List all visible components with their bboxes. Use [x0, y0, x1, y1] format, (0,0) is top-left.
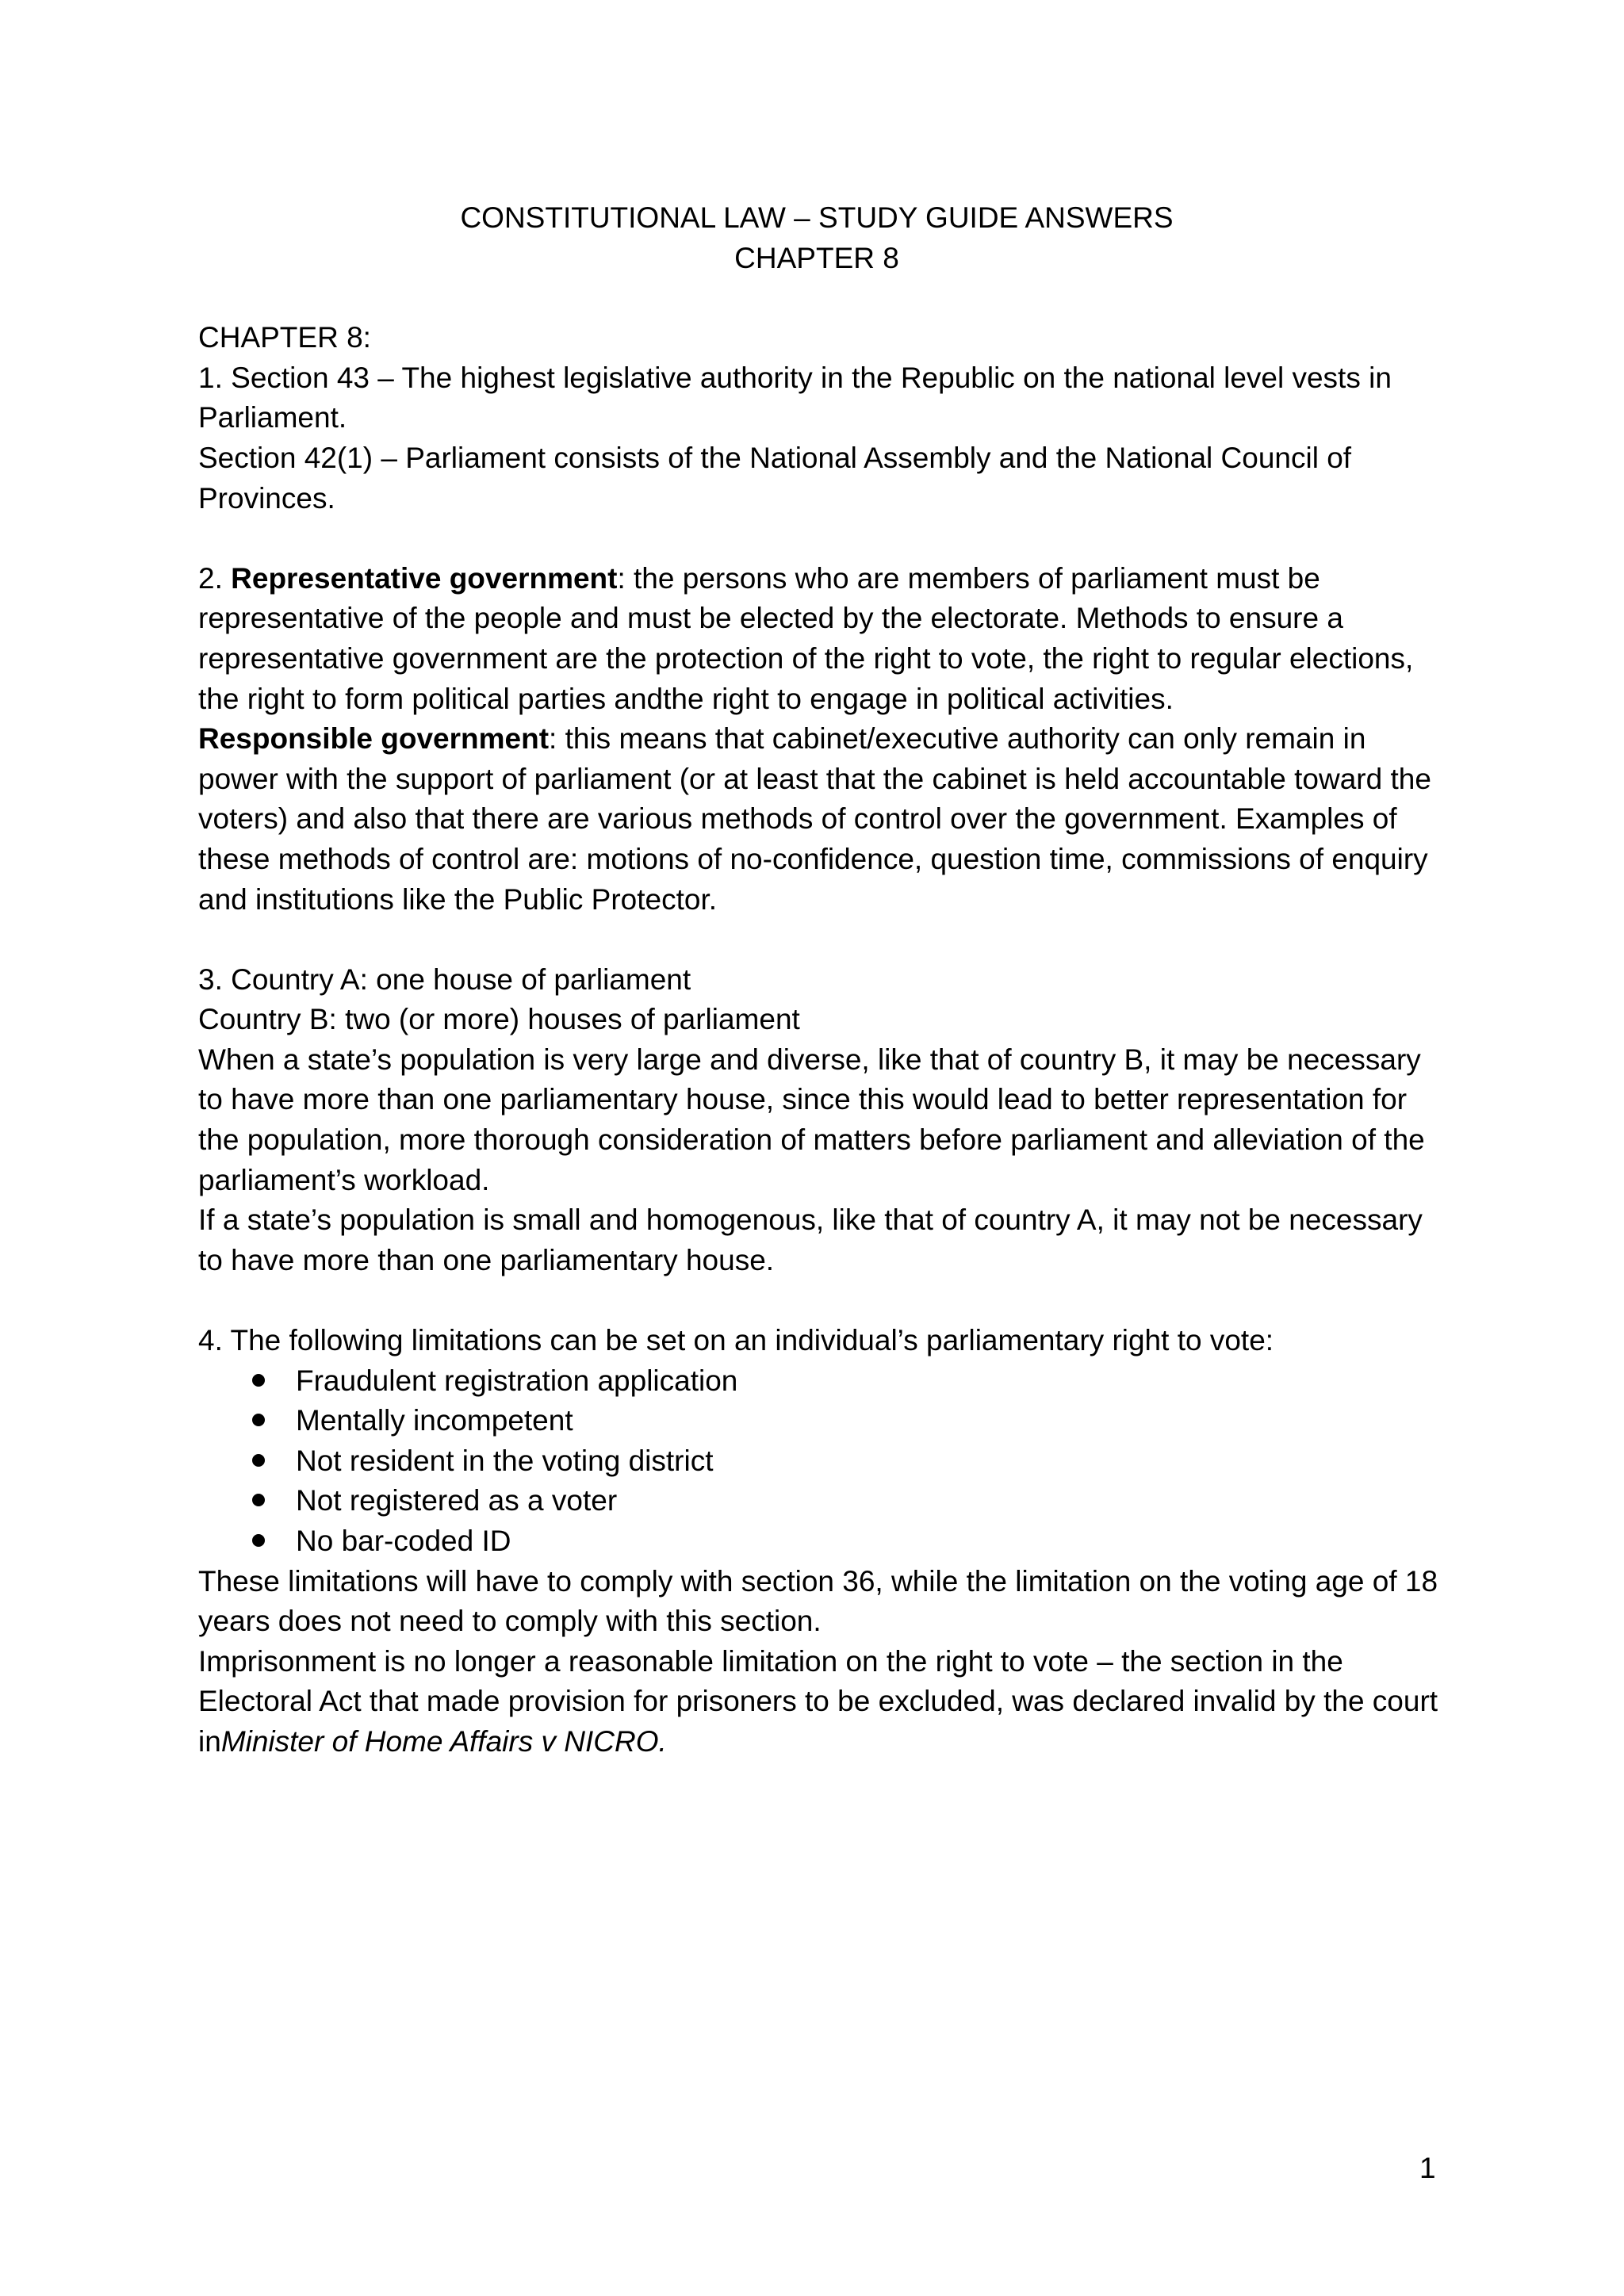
- document-body: [198, 198, 1451, 1762]
- bullet-icon: [252, 1534, 265, 1547]
- document-subtitle: CHAPTER 8: [734, 241, 899, 274]
- chapter-heading: CHAPTER 8:: [198, 321, 371, 354]
- term-responsible-government: Responsible government: [198, 722, 550, 756]
- list-item: Not registered as a voter: [198, 1481, 1451, 1521]
- bullet-icon: [252, 1454, 265, 1467]
- answer-3-small-population: If a state’s population is small and homogenous, like that of country A, it may not be necessary to have more than one parliamentary house.: [198, 1203, 1423, 1276]
- list-item: Mentally incompetent: [198, 1401, 1451, 1441]
- limitations-list: [198, 1361, 1451, 1562]
- list-item: No bar-coded ID: [198, 1521, 1451, 1562]
- page-number: 1: [1419, 2152, 1436, 2184]
- list-item: Fraudulent registration application: [198, 1361, 1451, 1402]
- bullet-icon: [252, 1374, 265, 1387]
- answer-4-imprisonment: Imprisonment is no longer a reasonable limitation on the right to vote – the section in the Electoral Act that made provision for prisoners to be excluded, was declared invalid by the court inMinister of Home Affairs v NICRO.: [198, 1644, 1438, 1758]
- bullet-icon: [252, 1494, 265, 1506]
- answer-4-intro: 4. The following limitations can be set on an individual’s parliamentary right to vote:: [198, 1324, 1274, 1357]
- answer-2-representative: 2. Representative government: the persons who are members of parliament must be representative of the people and must be elected by the electorate. Methods to ensure a representative government are the protection of the right to vote, the right to regular elections, the right to form political parties andthe right to engage in political activities.: [198, 561, 1414, 715]
- list-item: Not resident in the voting district: [198, 1441, 1451, 1482]
- term-representative-government: Representative government: [231, 561, 618, 595]
- answer-2-responsible: Responsible government: this means that cabinet/executive authority can only remain in power with the support of parliament (or at least that the cabinet is held accountable toward the voters) and also that there are various methods of control over the government. Examples of these methods of control are: motions of no-confidence, question time, commissions of enquiry and institutions like the Public Protector.: [198, 722, 1431, 916]
- document-title: CONSTITUTIONAL LAW – STUDY GUIDE ANSWERS: [460, 201, 1174, 234]
- answer-3-country-b: Country B: two (or more) houses of parliament: [198, 1003, 800, 1036]
- answer-3-large-population: When a state’s population is very large and diverse, like that of country B, it may be necessary to have more than one parliamentary house, since this would lead to better representation for the population, more thorough consideration of matters before parliament and alleviation of the parliament’s workload.: [198, 1043, 1425, 1196]
- bullet-icon: [252, 1414, 265, 1426]
- answer-1-line-1: 1. Section 43 – The highest legislative authority in the Republic on the national level vests in Parliament.: [198, 361, 1392, 434]
- case-name: Minister of Home Affairs v NICRO.: [220, 1724, 667, 1758]
- document-header: [198, 198, 1435, 278]
- answer-1-line-2: Section 42(1) – Parliament consists of the National Assembly and the National Council of Provinces.: [198, 441, 1352, 515]
- answer-4-section-36: These limitations will have to comply with section 36, while the limitation on the voting age of 18 years does not need to comply with this section.: [198, 1564, 1438, 1638]
- answer-3-country-a: 3. Country A: one house of parliament: [198, 962, 691, 996]
